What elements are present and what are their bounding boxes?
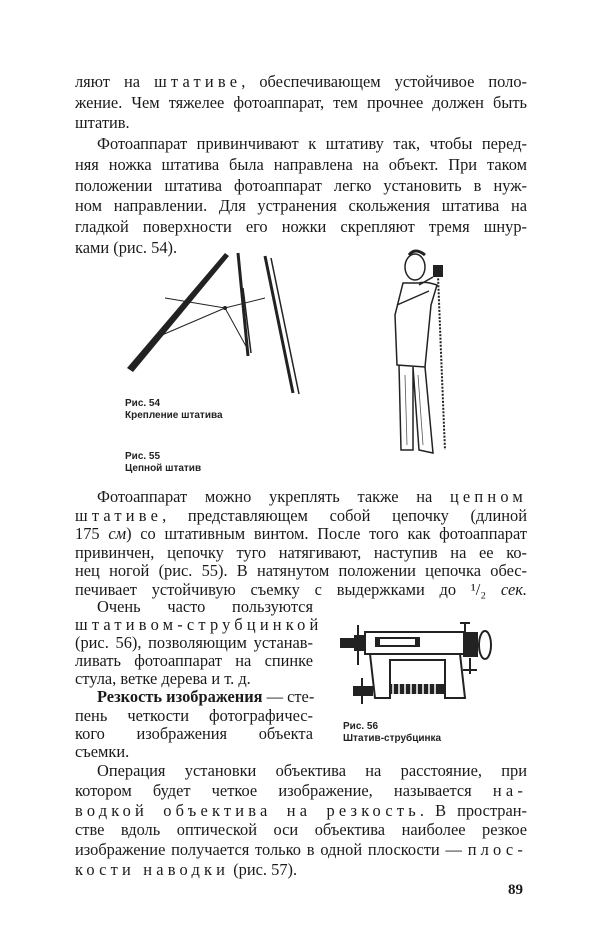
figure-56-caption [343, 721, 441, 745]
text-line [75, 707, 313, 725]
text-line [75, 820, 527, 840]
text-segment: Фотоаппарат привинчивают к штативу так, чтобы перед- [97, 134, 527, 154]
figure-55-caption [125, 451, 201, 475]
text-segment: ном направлении. Для устранения скольжения штатива на [75, 196, 527, 216]
figure-56-clamp-tripod [335, 620, 500, 710]
text-line [75, 93, 527, 114]
paragraph-chain-tripod [75, 488, 527, 600]
text-line [75, 488, 527, 507]
text-segment: штатив. [75, 113, 130, 133]
spaced-emphasis: водкой объектива на резкость [75, 800, 420, 820]
paragraph-focusing [75, 761, 527, 880]
text-segment: съемки. [75, 741, 130, 761]
text-line [75, 634, 313, 652]
text-line [75, 113, 527, 134]
text-line [75, 840, 527, 860]
text-segment: кого изображения объекта [75, 723, 313, 743]
text-segment: см [108, 524, 127, 544]
text-segment: пень четкости фотографичес- [75, 705, 313, 725]
page-number: 89 [508, 882, 523, 898]
paragraph-clamp-tripod [75, 597, 323, 761]
text-segment: . В простран- [419, 800, 528, 820]
text-segment: положении штатива фотоаппарат легко установить в нуж- [75, 175, 527, 195]
text-segment: , обеспечивающем устойчивое поло- [241, 72, 527, 91]
text-line [75, 217, 527, 238]
figure-56-number: Рис. 56 [343, 721, 379, 732]
text-line [75, 761, 527, 781]
text-segment: жение. Чем тяжелее фотоаппарат, тем прочнее должен быть [75, 92, 527, 112]
text-segment: 175 [75, 524, 109, 544]
text-line [75, 725, 313, 743]
text-line [75, 688, 313, 706]
text-segment: ) со штативным винтом. После того как фотоаппарат [126, 524, 527, 544]
spaced-emphasis: штативом-струбцинкой [75, 615, 323, 635]
text-line [75, 134, 527, 155]
text-segment: ливать фотоаппарат на спинке [75, 651, 313, 671]
text-segment: няя ножка штатива была направлена на объект. При таком [75, 154, 527, 174]
text-line [75, 544, 527, 563]
text-segment: (рис. 56), позволяющим устанав- [75, 633, 313, 653]
text-segment: Очень часто пользуются [97, 597, 313, 616]
text-segment: Операция установки объектива на расстояние, при [97, 761, 527, 780]
text-line [75, 801, 527, 821]
text-segment: котором будет четкое изображение, называется [75, 780, 493, 800]
figure-55-chain-tripod-man [385, 245, 480, 465]
text-line [75, 155, 527, 176]
figure-54-title: Крепление штатива [125, 410, 223, 421]
spaced-emphasis: штативе [75, 505, 163, 525]
text-line [75, 176, 527, 197]
text-line [75, 507, 527, 526]
text-segment: ляют на [75, 72, 155, 91]
paragraph-tripod-stability [75, 72, 527, 258]
text-line [75, 781, 527, 801]
text-line [75, 670, 313, 688]
text-line [75, 652, 313, 670]
text-segment: печивает устойчивую съемку с выдержками до ¹/₂ [75, 579, 501, 599]
text-line [75, 525, 527, 544]
text-segment: стула, ветке дерева и т. д. [75, 669, 251, 689]
spaced-emphasis: кости наводки [75, 859, 230, 879]
text-line [75, 72, 527, 93]
spaced-emphasis: штативе [154, 72, 242, 91]
text-line [75, 196, 527, 217]
text-segment: сек. [500, 579, 527, 599]
figure-55-title: Цепной штатив [125, 463, 202, 474]
text-line [75, 860, 527, 880]
spaced-emphasis: плос- [467, 840, 527, 860]
text-segment: (рис. 57). [229, 859, 298, 879]
spaced-emphasis: цепном [449, 487, 527, 506]
figure-54-caption [125, 398, 223, 422]
text-segment: Фотоаппарат можно укреплять также на [97, 487, 450, 506]
text-segment: гладкой поверхности его ножки скрепляют тремя шнур- [75, 216, 527, 236]
figure-56-title: Штатив-струбцинка [343, 733, 442, 744]
text-segment: , представляющем собой цепочку (длиной [162, 505, 527, 525]
bold-term: Резкость изображения [97, 687, 263, 707]
text-line [75, 743, 313, 761]
text-segment: ками (рис. 54). [75, 237, 178, 257]
spaced-emphasis: на- [492, 780, 527, 800]
figure-55-number: Рис. 55 [125, 451, 161, 462]
text-segment: изображение получается только в одной плоскости — [75, 840, 468, 860]
text-segment: привинчен, цепочку туго натягивают, наступив на ее ко- [75, 542, 527, 562]
figure-54-number: Рис. 54 [125, 398, 161, 409]
figure-54-tripod-cords [115, 248, 315, 398]
text-segment: стве вдоль оптической оси объектива наиболее резкое [75, 820, 527, 840]
text-line [75, 598, 313, 616]
text-line [75, 562, 527, 581]
text-segment: — сте- [262, 687, 315, 707]
text-line [75, 615, 323, 635]
text-segment: нец ногой (рис. 55). В натянутом положении цепочка обес- [75, 561, 527, 581]
